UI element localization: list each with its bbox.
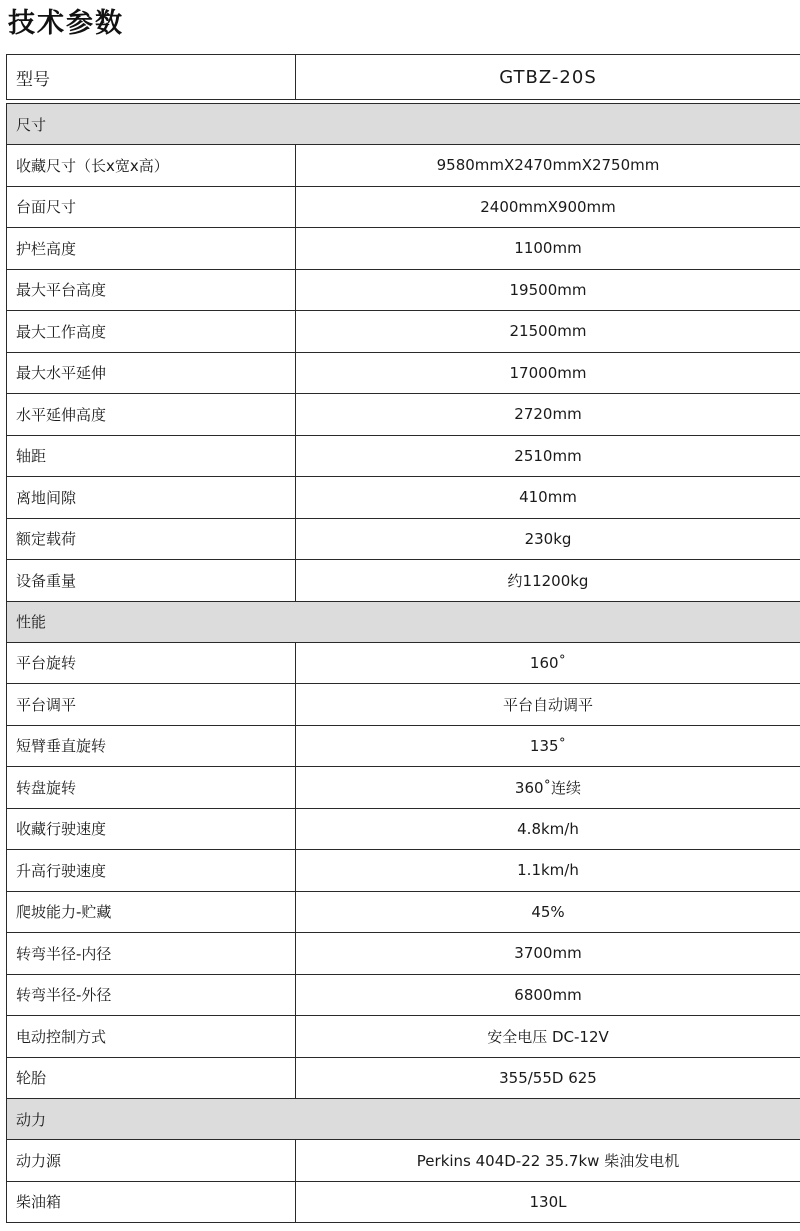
spec-value: 平台自动调平	[296, 684, 800, 726]
spec-value: 2720mm	[296, 394, 800, 436]
spec-label: 转弯半径-内径	[7, 933, 296, 975]
spec-label: 转弯半径-外径	[7, 974, 296, 1016]
table-row	[7, 352, 800, 394]
spec-label: 收藏尺寸（长x宽x高）	[7, 145, 296, 187]
spec-value: 45%	[296, 891, 800, 933]
spec-label: 最大水平延伸	[7, 352, 296, 394]
table-row	[7, 1140, 800, 1182]
spec-label: 设备重量	[7, 560, 296, 602]
table-row	[7, 394, 800, 436]
spec-label: 台面尺寸	[7, 186, 296, 228]
spec-value: 17000mm	[296, 352, 800, 394]
spec-label: 最大平台高度	[7, 269, 296, 311]
spec-label: 护栏高度	[7, 228, 296, 270]
table-row	[7, 228, 800, 270]
spec-value: 9580mmX2470mmX2750mm	[296, 145, 800, 187]
spec-label: 动力源	[7, 1140, 296, 1182]
spec-value: 3700mm	[296, 933, 800, 975]
section-title: 性能	[7, 601, 800, 642]
spec-value: 6800mm	[296, 974, 800, 1016]
model-value: GTBZ-20S	[296, 55, 800, 100]
section-header	[7, 1099, 800, 1140]
table-row	[7, 518, 800, 560]
table-row	[7, 850, 800, 892]
section-title: 尺寸	[7, 104, 800, 145]
table-row	[7, 1057, 800, 1099]
table-row	[7, 1181, 800, 1223]
table-row	[7, 1016, 800, 1058]
spec-label: 水平延伸高度	[7, 394, 296, 436]
table-row	[7, 933, 800, 975]
spec-label: 轴距	[7, 435, 296, 477]
spec-label: 离地间隙	[7, 477, 296, 519]
spec-label: 额定载荷	[7, 518, 296, 560]
spec-label: 最大工作高度	[7, 311, 296, 353]
spec-value: 135˚	[296, 725, 800, 767]
spec-value: 355/55D 625	[296, 1057, 800, 1099]
spec-value: 2400mmX900mm	[296, 186, 800, 228]
spec-value: 230kg	[296, 518, 800, 560]
page-title: 技术参数	[8, 8, 124, 39]
section-title: 动力	[7, 1099, 800, 1140]
table-row	[7, 974, 800, 1016]
spec-label: 短臂垂直旋转	[7, 725, 296, 767]
section-header	[7, 601, 800, 642]
spec-value: 1.1km/h	[296, 850, 800, 892]
table-row	[7, 767, 800, 809]
spec-value: 1100mm	[296, 228, 800, 270]
spec-label: 电动控制方式	[7, 1016, 296, 1058]
spec-value: 安全电压 DC-12V	[296, 1016, 800, 1058]
spec-value: 130L	[296, 1181, 800, 1223]
table-row	[7, 560, 800, 602]
table-row	[7, 145, 800, 187]
spec-value: 2510mm	[296, 435, 800, 477]
spec-label: 爬坡能力-贮藏	[7, 891, 296, 933]
table-row	[7, 311, 800, 353]
model-label: 型号	[7, 55, 296, 100]
spec-label: 平台旋转	[7, 642, 296, 684]
spec-value: 19500mm	[296, 269, 800, 311]
table-row	[7, 435, 800, 477]
table-row	[7, 725, 800, 767]
spec-label: 收藏行驶速度	[7, 808, 296, 850]
table-row	[7, 269, 800, 311]
spec-value: 4.8km/h	[296, 808, 800, 850]
spec-value: 410mm	[296, 477, 800, 519]
table-row	[7, 808, 800, 850]
section-header	[7, 104, 800, 145]
model-row	[7, 55, 800, 100]
table-row	[7, 684, 800, 726]
spec-table-body	[7, 55, 800, 1223]
table-row	[7, 477, 800, 519]
table-row	[7, 186, 800, 228]
spec-value: 21500mm	[296, 311, 800, 353]
spec-label: 升高行驶速度	[7, 850, 296, 892]
spec-table	[6, 54, 800, 1223]
spec-label: 转盘旋转	[7, 767, 296, 809]
spec-label: 平台调平	[7, 684, 296, 726]
spec-label: 柴油箱	[7, 1181, 296, 1223]
spec-value: Perkins 404D-22 35.7kw 柴油发电机	[296, 1140, 800, 1182]
table-row	[7, 642, 800, 684]
spec-value: 160˚	[296, 642, 800, 684]
table-row	[7, 891, 800, 933]
spec-value: 360˚连续	[296, 767, 800, 809]
spec-value: 约11200kg	[296, 560, 800, 602]
spec-label: 轮胎	[7, 1057, 296, 1099]
